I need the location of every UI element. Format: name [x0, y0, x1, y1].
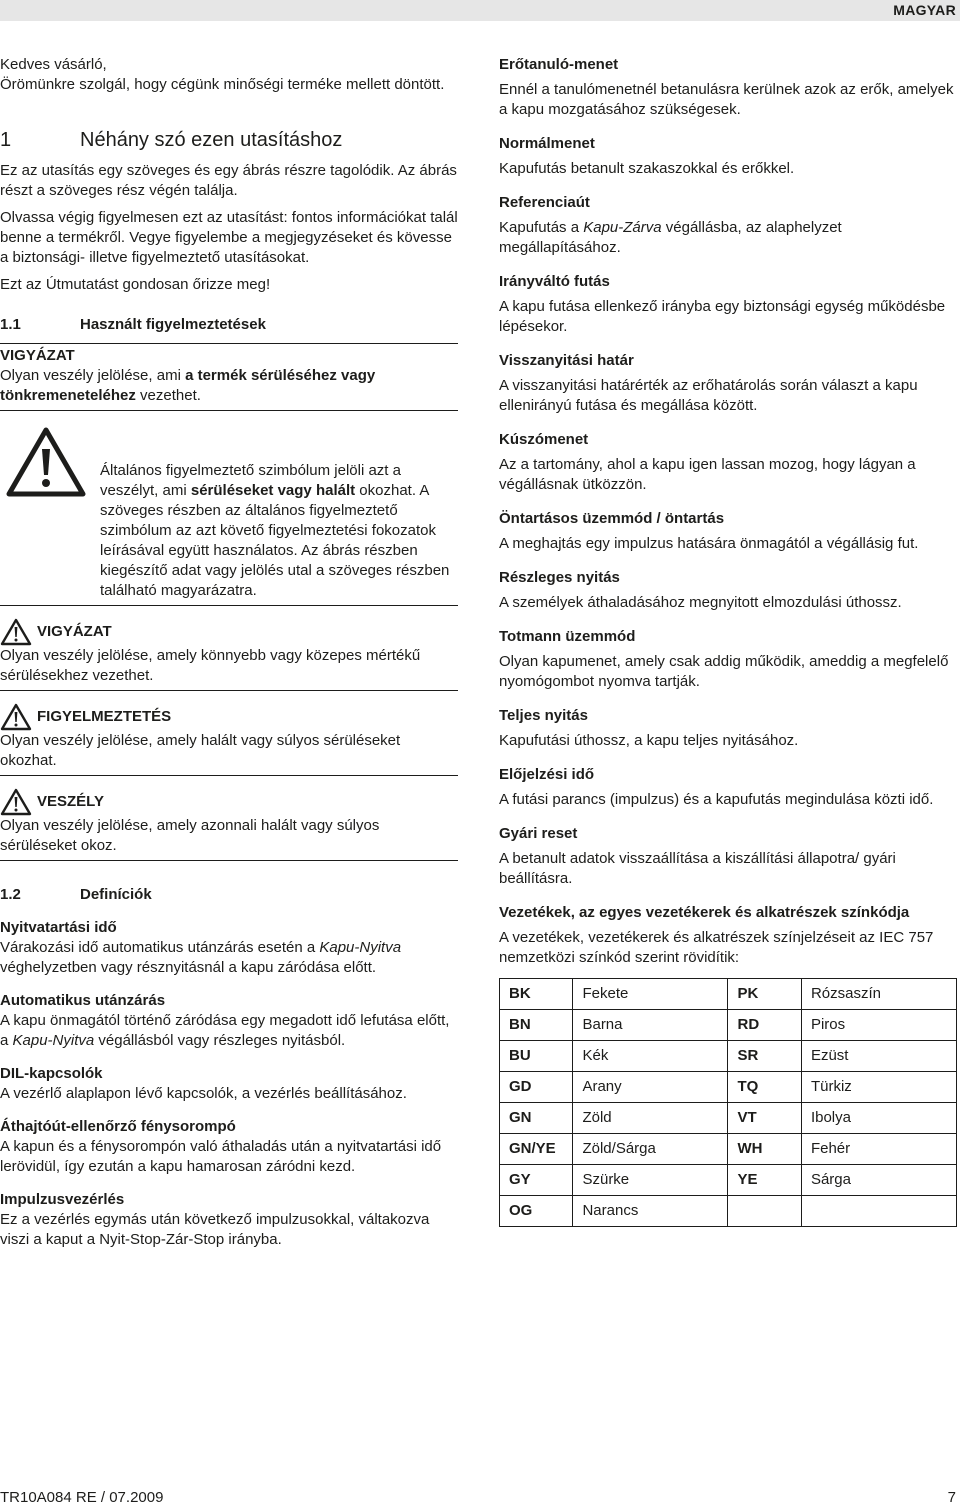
color-code-cell: SR — [728, 1041, 801, 1072]
definition-term: Visszanyitási határ — [499, 352, 634, 369]
color-name-cell: Zöld — [573, 1103, 728, 1134]
definition-term: Kúszómenet — [499, 431, 589, 448]
language-label: MAGYAR — [893, 2, 956, 18]
text-run: Várakozási idő automatikus utánzárás esetén a — [0, 939, 320, 956]
definition-text — [499, 790, 957, 810]
color-code-cell: GY — [500, 1165, 573, 1196]
warning-level-heading — [0, 703, 458, 731]
definition-term: Irányváltó futás — [499, 273, 610, 290]
text-run: A vezérlő alaplapon lévő kapcsolók, a vezérlés beállításához. — [0, 1085, 407, 1102]
text-run: Kapu-Zárva — [583, 219, 662, 236]
section-number: 1 — [0, 129, 12, 151]
warning-level-heading — [0, 618, 458, 646]
definition-term: Öntartásos üzemmód / öntartás — [499, 510, 725, 527]
text-run: véghelyzetben vagy résznyitásnál a kapu záródása előtt. — [0, 959, 377, 976]
warning-level-heading — [0, 788, 458, 816]
definition-term: Részleges nyitás — [499, 569, 620, 586]
table-row — [500, 1165, 957, 1196]
definition-list — [0, 918, 458, 1250]
color-code-cell: GD — [500, 1072, 573, 1103]
definition-text — [499, 159, 957, 179]
color-name-cell: Barna — [573, 1010, 728, 1041]
text-run: Ennél a tanulómenetnél betanulásra kerülnek azok az erők, amelyek a kapu mozgatásához szükségesek. — [499, 81, 954, 118]
color-code-cell: VT — [728, 1103, 801, 1134]
table-row — [500, 1103, 957, 1134]
definition-list — [499, 55, 957, 968]
color-name-cell: Ezüst — [801, 1041, 956, 1072]
caution-text — [0, 366, 458, 406]
warning-level — [0, 691, 458, 776]
left-column — [0, 55, 458, 1250]
definition-text — [0, 1084, 458, 1104]
definition-term: Gyári reset — [499, 825, 578, 842]
text-run: végállásból vagy részleges nyitásból. — [94, 1032, 346, 1049]
definition-term: Referenciaút — [499, 194, 590, 211]
color-code-cell: WH — [728, 1134, 801, 1165]
paragraph: Ez az utasítás egy szöveges és egy ábrás részre tagolódik. Az ábrás részt a szöveges rész végén találja. — [0, 162, 457, 199]
color-code-cell: RD — [728, 1010, 801, 1041]
greeting — [0, 55, 458, 95]
warning-level-text: Olyan veszély jelölése, amely könnyebb vagy közepes mértékű sérülésekhez vezethet. — [0, 647, 421, 684]
text-run: A személyek áthaladásához megnyitott elmozdulási úthossz. — [499, 594, 902, 611]
definition-text — [499, 652, 957, 692]
warning-triangle-icon — [6, 427, 86, 497]
table-row — [500, 1196, 957, 1227]
definition-term: Áthajtóút-ellenőrző fénysorompó — [0, 1118, 236, 1135]
definition-text — [499, 731, 957, 751]
right-column — [499, 55, 957, 1227]
definition-text — [0, 1210, 458, 1250]
warning-level-title: VIGYÁZAT — [37, 623, 112, 640]
text-run: A kapu futása ellenkező irányba egy biztonsági egység működésbe lépésekor. — [499, 298, 946, 335]
definition-term: Teljes nyitás — [499, 707, 588, 724]
warning-level-text: Olyan veszély jelölése, amely azonnali halált vagy súlyos sérüléseket okoz. — [0, 817, 380, 854]
color-name-cell: Fekete — [573, 979, 728, 1010]
section-1-heading — [0, 127, 458, 153]
definition-text — [499, 534, 957, 554]
text-run: A futási parancs (impulzus) és a kapufutás megindulása közti idő. — [499, 791, 934, 808]
text-run: Az a tartomány, ahol a kapu igen lassan mozog, hogy lágyan a végállásnak ütközzön. — [499, 456, 916, 493]
section-title: Definíciók — [80, 886, 152, 903]
color-name-cell — [801, 1196, 956, 1227]
color-name-cell: Türkiz — [801, 1072, 956, 1103]
general-warning-block — [0, 411, 458, 606]
definition-term: Vezetékek, az egyes vezetékerek és alkatrészek színkódja — [499, 904, 910, 921]
text-run: Kapufutás betanult szakaszokkal és erőkkel. — [499, 160, 795, 177]
text-run: Olyan kapumenet, amely csak addig működik, ameddig a megfelelő nyomógombot nyomva tartják. — [499, 653, 949, 690]
greeting-line: Kedves vásárló, — [0, 56, 107, 73]
page-header — [0, 0, 960, 21]
text-run: A vezetékek, vezetékerek és alkatrészek színjelzéseit az IEC 757 nemzetközi színkód szerint rövidítik: — [499, 929, 934, 966]
table-row — [500, 1134, 957, 1165]
greeting-line: Örömünkre szolgál, hogy cégünk minőségi terméke mellett döntött. — [0, 76, 445, 93]
color-code-cell: OG — [500, 1196, 573, 1227]
color-code-cell: BN — [500, 1010, 573, 1041]
definition-text — [499, 218, 957, 258]
text-run: okozhat. A szöveges részben az általános figyelmeztető szimbólum az azt követő figyelmeztetési fokozatok leírásával együtt használatos. Az ábrás részben kiegészítő adat vagy jelölés utal a szöveges részben található magyarázatra. — [100, 482, 450, 599]
color-code-cell: YE — [728, 1165, 801, 1196]
table-row — [500, 1041, 957, 1072]
color-name-cell: Kék — [573, 1041, 728, 1072]
section-1-2-heading — [0, 885, 458, 905]
table-row — [500, 1010, 957, 1041]
color-name-cell: Fehér — [801, 1134, 956, 1165]
warning-triangle-icon — [0, 618, 32, 646]
text-run: Kapufutási úthossz, a kapu teljes nyitásához. — [499, 732, 799, 749]
text-run: A betanult adatok visszaállítása a kiszállítási állapotra/ gyári beállításra. — [499, 850, 896, 887]
color-code-cell — [728, 1196, 801, 1227]
definition-text — [499, 297, 957, 337]
warning-triangle-icon — [0, 703, 32, 731]
table-row — [500, 979, 957, 1010]
definition-text — [499, 80, 957, 120]
text-run: A kapu önmagától történő záródása egy megadott idő lefutása előtt, a — [0, 1012, 450, 1049]
caution-box — [0, 344, 458, 411]
definition-text — [499, 376, 957, 416]
color-code-cell: BK — [500, 979, 573, 1010]
warning-level — [0, 776, 458, 861]
text-run: A kapun és a fénysorompón való áthaladás után a nyitvatartási idő lerövidül, így ezután a kapu hamarosan záródni kezd. — [0, 1138, 442, 1175]
color-code-cell: GN/YE — [500, 1134, 573, 1165]
color-code-table — [499, 978, 957, 1227]
text-run-bold: sérüléseket vagy halált — [190, 482, 356, 499]
color-name-cell: Sárga — [801, 1165, 956, 1196]
definition-term: Impulzusvezérlés — [0, 1191, 125, 1208]
definition-text — [499, 455, 957, 495]
color-name-cell: Piros — [801, 1010, 956, 1041]
section-number: 1.1 — [0, 316, 21, 333]
definition-term: Normálmenet — [499, 135, 595, 152]
definition-term: Erőtanuló-menet — [499, 56, 619, 73]
text-run-bold: a termék sérüléséhez vagy tönkremeneteléhez — [0, 367, 376, 404]
text-run: végállásba, az alaphelyzet megállapításához. — [499, 219, 842, 256]
definition-text — [499, 928, 957, 968]
color-name-cell: Rózsaszín — [801, 979, 956, 1010]
text-run: Kapu-Nyitva — [319, 939, 402, 956]
text-run: Ez a vezérlés egymás után következő impulzusokkal, váltakozva viszi a kaput a Nyit-Stop-Zár-Stop irányba. — [0, 1211, 430, 1248]
color-code-cell: PK — [728, 979, 801, 1010]
warning-level — [0, 606, 458, 691]
text-run: vezethet. — [135, 387, 201, 404]
definition-term: DIL-kapcsolók — [0, 1065, 103, 1082]
color-code-cell: GN — [500, 1103, 573, 1134]
warning-level-title: VESZÉLY — [37, 793, 104, 810]
text-run: Általános figyelmeztető szimbólum jelöli azt a veszélyt, ami — [100, 462, 401, 499]
text-run: Olyan veszély jelölése, ami — [0, 367, 186, 384]
paragraph: Ezt az Útmutatást gondosan őrizze meg! — [0, 276, 271, 293]
section-title: Használt figyelmeztetések — [80, 316, 266, 333]
section-number: 1.2 — [0, 886, 21, 903]
definition-text — [499, 849, 957, 889]
table-row — [500, 1072, 957, 1103]
section-title: Néhány szó ezen utasításhoz — [80, 129, 343, 151]
definition-term: Nyitvatartási idő — [0, 919, 117, 936]
text-run: A meghajtás egy impulzus hatására önmagától a végállásig fut. — [499, 535, 919, 552]
color-name-cell: Ibolya — [801, 1103, 956, 1134]
paragraph: Olvassa végig figyelmesen ezt az utasítást: fontos információkat talál benne a termékről. Vegye figyelembe a megjegyzéseket és kövesse a biztonsági- illetve figyelmeztető utasításokat. — [0, 209, 458, 266]
text-run: A visszanyitási határérték az erőhatárolás során választ a kapu ellenirányú futása és megállása között. — [499, 377, 918, 414]
warning-level-title: FIGYELMEZTETÉS — [37, 708, 172, 725]
text-run: Kapufutás a — [499, 219, 584, 236]
text-run: Kapu-Nyitva — [12, 1032, 95, 1049]
color-code-cell: TQ — [728, 1072, 801, 1103]
caution-title: VIGYÁZAT — [0, 347, 75, 364]
page-number: 7 — [947, 1489, 956, 1506]
document-code: TR10A084 RE / 07.2009 — [0, 1489, 164, 1506]
definition-text — [0, 1011, 458, 1051]
section-1-1-heading — [0, 315, 458, 335]
color-name-cell: Zöld/Sárga — [573, 1134, 728, 1165]
definition-text — [0, 1137, 458, 1177]
definition-text — [499, 593, 957, 613]
definition-term: Automatikus utánzárás — [0, 992, 166, 1009]
color-name-cell: Arany — [573, 1072, 728, 1103]
definition-term: Totmann üzemmód — [499, 628, 636, 645]
warning-level-text: Olyan veszély jelölése, amely halált vagy súlyos sérüléseket okozhat. — [0, 732, 401, 769]
definition-text — [0, 938, 458, 978]
color-code-cell: BU — [500, 1041, 573, 1072]
color-name-cell: Szürke — [573, 1165, 728, 1196]
color-name-cell: Narancs — [573, 1196, 728, 1227]
definition-term: Előjelzési idő — [499, 766, 595, 783]
warning-triangle-icon — [0, 788, 32, 816]
